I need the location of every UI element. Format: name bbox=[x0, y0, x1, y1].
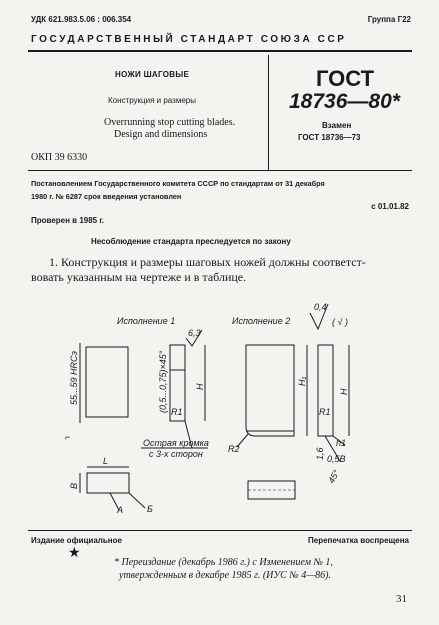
document-title-ru: НОЖИ ШАГОВЫЕ bbox=[115, 70, 190, 79]
official-edition: Издание официальное bbox=[31, 536, 122, 545]
star-mark: ★ bbox=[68, 546, 81, 561]
udk-code: УДК 621.983.5.06 : 006.354 bbox=[31, 15, 132, 24]
front-view-1 bbox=[86, 347, 128, 417]
hardness-label: 55...59 HRCэ bbox=[69, 351, 79, 405]
radius-r1-label-2: R1 bbox=[319, 407, 331, 417]
page-number: 31 bbox=[396, 593, 407, 605]
okp-code: ОКП 39 6330 bbox=[31, 152, 88, 163]
document-subtitle-ru: Конструкция и размеры bbox=[108, 96, 196, 105]
roughness-value-label: 0,4 bbox=[314, 302, 327, 312]
effective-date: с 01.01.82 bbox=[371, 202, 409, 211]
document-subtitle-en: Design and dimensions bbox=[114, 129, 208, 140]
front-view-2 bbox=[246, 345, 294, 436]
paragraph-1-line-1: 1. Конструкция и размеры шаговых ножей должны соответст- bbox=[49, 255, 366, 269]
state-standard-heading: ГОСУДАРСТВЕННЫЙ СТАНДАРТ СОЮЗА ССР bbox=[31, 34, 347, 45]
radius-r2-label: R2 bbox=[228, 444, 240, 454]
view-a-label: А bbox=[117, 505, 124, 515]
angle-45-label: 45° bbox=[326, 468, 342, 485]
footer-rule bbox=[28, 530, 412, 531]
sharp-edge-line-1: Острая кромка bbox=[143, 438, 209, 448]
chamfer-dim: (0,5...0,75)×45° bbox=[158, 350, 168, 413]
radius-r1-label-1: R1 bbox=[171, 407, 183, 417]
dim-h1-label: H₁ bbox=[297, 376, 307, 386]
plan-view-1 bbox=[87, 473, 129, 493]
reprint-notice: Перепечатка воспрещена bbox=[308, 536, 409, 545]
reissue-note-line-2: утвержденным в декабре 1985 г. (ИУС № 4—86). bbox=[119, 570, 331, 581]
chamfer-mark: ⌐ bbox=[65, 432, 71, 442]
decree-line-1: Постановлением Государственного комитета СССР по стандартам от 31 декабря bbox=[31, 179, 325, 188]
dim-05b-label: 0,5B bbox=[327, 454, 346, 464]
dim-h-label: H bbox=[195, 383, 205, 390]
radius-r2-leader bbox=[237, 434, 248, 447]
gost-number: 18736—80* bbox=[289, 90, 400, 113]
violation-note: Несоблюдение стандарта преследуется по закону bbox=[91, 237, 291, 246]
checked-note: Проверен в 1985 г. bbox=[31, 216, 105, 225]
dim-16-label: 1,6 bbox=[315, 447, 325, 460]
gost-label: ГОСТ bbox=[316, 66, 375, 91]
reissue-note-line-1: * Переиздание (декабрь 1986 г.) с Изменением № 1, bbox=[114, 557, 333, 568]
view-b-label: Б bbox=[147, 504, 153, 514]
group-code: Группа Г22 bbox=[367, 15, 411, 24]
document-title-en: Overrunning stop cutting blades. bbox=[104, 117, 236, 128]
dim-h1-small-label: h1 bbox=[336, 438, 347, 448]
paragraph-1-line-2: вовать указанным на чертеже и в таблице. bbox=[31, 270, 247, 284]
version-2-label: Исполнение 2 bbox=[232, 316, 291, 326]
dim-l-label: L bbox=[103, 456, 109, 466]
replaces-number: ГОСТ 18736—73 bbox=[298, 133, 361, 142]
replaces-label: Взамен bbox=[322, 121, 352, 130]
dim-b-label: B bbox=[69, 482, 79, 489]
version-1-label: Исполнение 1 bbox=[117, 316, 176, 326]
view-b-leader bbox=[129, 493, 145, 508]
roughness-bracket: ( √ ) bbox=[332, 317, 348, 327]
dim-h-label-2: H bbox=[339, 388, 349, 395]
sharp-edge-line-2: с 3-х сторон bbox=[149, 449, 203, 459]
decree-line-2: 1980 г. № 6287 срок введения установлен bbox=[31, 192, 182, 201]
roughness-top-label: 6,3 bbox=[188, 328, 201, 338]
side-view-2 bbox=[318, 345, 333, 436]
